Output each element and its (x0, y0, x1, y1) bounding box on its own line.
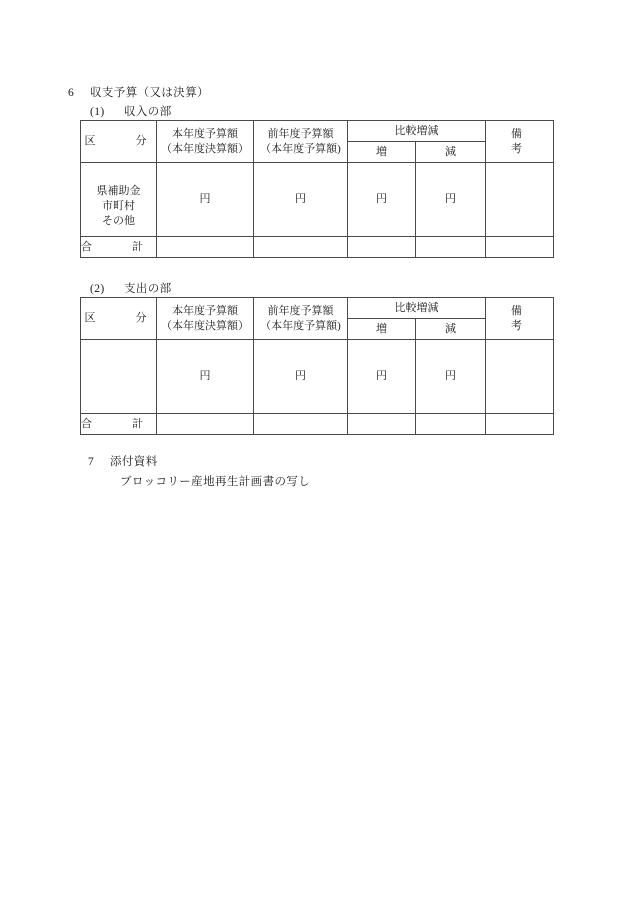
unit-mark-yen: 円 (295, 193, 306, 206)
section-heading-6 (68, 84, 209, 100)
subsection-number: (1) (90, 106, 105, 118)
subsection-title: 収入の部 (124, 106, 172, 118)
income-row-labels: 県補助金 市町村 その他 (81, 163, 157, 237)
income-total-current-year[interactable] (157, 237, 254, 258)
unit-mark-yen: 円 (376, 370, 387, 383)
expense-table (80, 297, 562, 435)
unit-mark-yen: 円 (376, 193, 387, 206)
income-table (80, 120, 562, 258)
table-row (81, 121, 554, 142)
expense-decrease-value[interactable] (416, 340, 486, 414)
expense-total-remarks[interactable] (486, 414, 554, 435)
income-total-increase[interactable] (348, 237, 416, 258)
header-decrease: 減 (416, 319, 486, 340)
section-title: 添付資料 (110, 456, 158, 468)
income-increase-value[interactable] (348, 163, 416, 237)
header-increase: 増 (348, 319, 416, 340)
expense-current-year-value[interactable] (157, 340, 254, 414)
income-remarks-value[interactable] (486, 163, 554, 237)
income-total-remarks[interactable] (486, 237, 554, 258)
expense-remarks-value[interactable] (486, 340, 554, 414)
table-row (81, 340, 554, 414)
income-current-year-value[interactable] (157, 163, 254, 237)
expense-row-labels[interactable] (81, 340, 157, 414)
header-previous-year: 前年度予算額 （本年度予算額) (254, 121, 348, 163)
income-previous-year-value[interactable] (254, 163, 348, 237)
table-row (81, 414, 554, 435)
section-number: 7 (88, 456, 95, 468)
income-total-decrease[interactable] (416, 237, 486, 258)
header-kubun: 区 分 (81, 298, 157, 340)
expense-total-label: 合 計 (81, 414, 157, 435)
header-decrease: 減 (416, 142, 486, 163)
income-decrease-value[interactable] (416, 163, 486, 237)
header-remarks: 備 考 (486, 121, 554, 163)
income-total-label: 合 計 (81, 237, 157, 258)
expense-previous-year-value[interactable] (254, 340, 348, 414)
header-kubun: 区 分 (81, 121, 157, 163)
expense-total-increase[interactable] (348, 414, 416, 435)
subsection-heading-1 (90, 103, 172, 119)
header-increase: 増 (348, 142, 416, 163)
subsection-heading-2 (90, 280, 172, 296)
expense-total-current-year[interactable] (157, 414, 254, 435)
attachment-text: ブロッコリー産地再生計画書の写し (120, 476, 311, 488)
section-number: 6 (68, 87, 75, 99)
unit-mark-yen: 円 (199, 370, 211, 383)
unit-mark-yen: 円 (445, 370, 456, 383)
header-comparison: 比較増減 (348, 121, 486, 142)
header-remarks: 備 考 (486, 298, 554, 340)
table-row (81, 237, 554, 258)
table-row (81, 298, 554, 319)
section-heading-7 (88, 453, 158, 469)
unit-mark-yen: 円 (445, 193, 456, 206)
subsection-number: (2) (90, 283, 105, 295)
header-comparison: 比較増減 (348, 298, 486, 319)
section-title: 収支予算（又は決算） (90, 87, 209, 99)
expense-total-decrease[interactable] (416, 414, 486, 435)
unit-mark-yen: 円 (199, 193, 211, 206)
subsection-title: 支出の部 (124, 283, 172, 295)
header-current-year: 本年度予算額 （本年度決算額） (157, 121, 254, 163)
expense-total-previous-year[interactable] (254, 414, 348, 435)
header-current-year: 本年度予算額 （本年度決算額） (157, 298, 254, 340)
expense-increase-value[interactable] (348, 340, 416, 414)
unit-mark-yen: 円 (295, 370, 306, 383)
income-total-previous-year[interactable] (254, 237, 348, 258)
header-previous-year: 前年度予算額 （本年度予算額) (254, 298, 348, 340)
table-row (81, 163, 554, 237)
